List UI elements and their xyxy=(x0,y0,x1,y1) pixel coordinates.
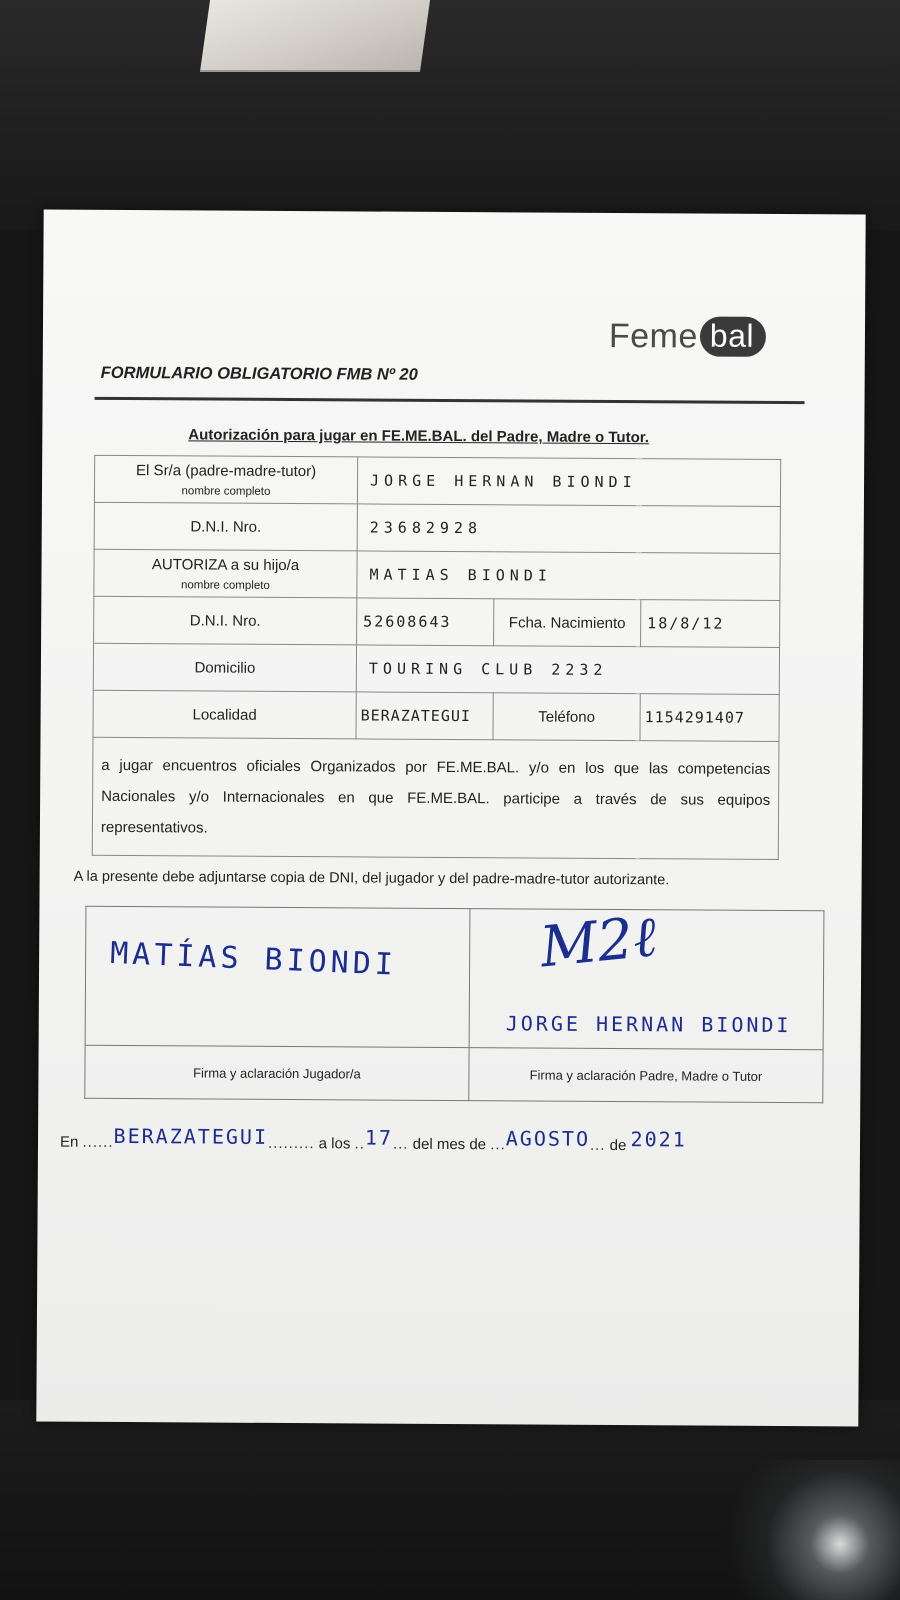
guardian-label-cell xyxy=(94,455,357,504)
title-divider xyxy=(95,397,805,404)
city-label: Localidad xyxy=(93,690,356,739)
a-los-label: a los xyxy=(318,1135,351,1153)
dots-decoration: ... xyxy=(589,1136,606,1154)
guardian-row xyxy=(94,455,780,506)
city-field[interactable]: BERAZATEGUI xyxy=(356,692,493,740)
dots-decoration: ... xyxy=(392,1135,409,1153)
signature-labels-row xyxy=(85,1045,823,1103)
parent-signature-box[interactable] xyxy=(469,904,824,1050)
guardian-dni-field[interactable]: 23682928 xyxy=(357,504,780,554)
dots-decoration: .. xyxy=(354,1135,365,1153)
de-label: de xyxy=(609,1136,627,1155)
attachment-note: A la presente debe adjuntarse copia de DNI, del jugador y del padre-madre-tutor autorizante. xyxy=(73,868,670,889)
player-signature-label: Firma y aclaración Jugador/a xyxy=(85,1045,469,1100)
body-text-row xyxy=(92,737,779,859)
child-label-cell xyxy=(94,549,357,598)
authorization-heading: Autorización para jugar en FE.ME.BAL. del Padre, Madre o Tutor. xyxy=(188,426,650,447)
parent-handwritten-name: JORGE HERNAN BIONDI xyxy=(505,1011,792,1038)
phone-label: Teléfono xyxy=(493,693,640,741)
guardian-dni-row xyxy=(94,502,780,553)
logo-pill: bal xyxy=(700,317,766,357)
dots-decoration: ...... xyxy=(82,1133,114,1151)
address-label: Domicilio xyxy=(93,643,356,692)
day-field[interactable]: 17 xyxy=(364,1125,394,1150)
authorization-table xyxy=(92,455,781,860)
signature-table xyxy=(84,906,824,1104)
child-dni-label: D.N.I. Nro. xyxy=(94,596,357,645)
parent-signature-label: Firma y aclaración Padre, Madre o Tutor xyxy=(469,1048,823,1103)
place-field[interactable]: BERAZATEGUI xyxy=(113,1123,269,1149)
player-signature-box[interactable] xyxy=(85,906,470,1047)
guardian-name-field[interactable]: JORGE HERNAN BIONDI xyxy=(357,457,780,507)
address-field[interactable]: TOURING CLUB 2232 xyxy=(356,645,779,695)
year-field[interactable]: 2021 xyxy=(630,1127,687,1152)
child-label: AUTORIZA a su hijo/a xyxy=(151,555,300,574)
dots-decoration: ... xyxy=(490,1136,506,1154)
child-sub-label: nombre completo xyxy=(180,578,270,592)
date-place-line xyxy=(59,1123,820,1157)
authorization-body-text: a jugar encuentros oficiales Organizados por FE.ME.BAL. y/o en los que las competencias Nacionales y/o Internacionales en que FE.ME.BAL. participe a través de sus equipos representativos. xyxy=(92,737,779,859)
player-handwritten-name: MATÍAS BIONDI xyxy=(109,935,398,983)
background-top xyxy=(0,0,900,230)
child-name-field[interactable]: MATIAS BIONDI xyxy=(357,551,780,601)
parent-signature: M2ℓ xyxy=(537,904,660,981)
child-dni-field[interactable]: 52608643 xyxy=(357,598,494,646)
del-mes-label: del mes de xyxy=(412,1135,487,1154)
form-sheet xyxy=(36,210,865,1427)
birth-date-field[interactable]: 18/8/12 xyxy=(641,600,780,648)
month-field[interactable]: AGOSTO xyxy=(505,1126,591,1151)
femebal-logo xyxy=(609,313,766,360)
guardian-dni-label: D.N.I. Nro. xyxy=(94,502,357,551)
form-title: FORMULARIO OBLIGATORIO FMB Nº 20 xyxy=(100,363,418,384)
guardian-label: El Sr/a (padre-madre-tutor) xyxy=(136,461,317,480)
guardian-sub-label: nombre completo xyxy=(181,484,271,498)
city-row xyxy=(93,690,779,741)
dots-decoration: ......... xyxy=(267,1134,315,1153)
logo-text: Feme xyxy=(608,316,698,355)
address-row xyxy=(93,643,779,694)
child-row xyxy=(94,549,780,600)
birth-date-label: Fcha. Nacimiento xyxy=(494,599,641,647)
light-glare xyxy=(700,1460,900,1600)
phone-field[interactable]: 1154291407 xyxy=(640,694,779,742)
signature-boxes-row xyxy=(85,906,824,1050)
date-prefix: En xyxy=(59,1133,79,1151)
child-dni-row xyxy=(94,596,780,647)
wrapper-scrap xyxy=(200,0,430,72)
